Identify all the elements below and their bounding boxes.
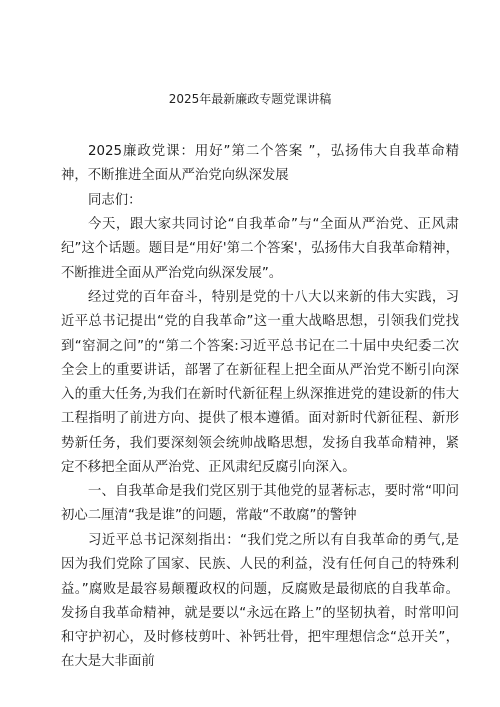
- lecture-subtitle: 2025廉政党课：用好”第二个答案 ”，弘扬伟大自我革命精神，不断推进全面从严治党向纵深发展: [61, 144, 459, 184]
- paragraph-intro: 今天，跟大家共同讨论“自我革命”与“全面从严治党、正风肃纪”这个话题。题目是“用好'第二个答案'，弘扬伟大自我革命精神，不断推进全面从严治党向纵深发展”。: [61, 217, 459, 281]
- salutation: 同志们：: [88, 193, 142, 208]
- paragraph-section-1: 习近平总书记深刻指出：“我们党之所以有自我革命的勇气,是因为我们党除了国家、民族、人民的利益，没有任何自己的特殊利益。”腐败是最容易颠覆政权的问题，反腐败是最彻底的自我革命。发扬自我革命精神，就是要以“永远在路上”的坚韧执着，时常叩问和守护初心，及时修枝剪叶、补钙壮骨，把牢理想信念“总开关”，在大是大非面前: [61, 533, 459, 670]
- section-heading-1: 一、自我革命是我们党区别于其他党的显著标志，要时常“叩问初心二厘清“我是谁”的问题，常敲“不敢腐”的警钟: [61, 484, 459, 524]
- paragraph-background: 经过党的百年奋斗，特别是党的十八大以来新的伟大实践，习近平总书记提出“党的自我革命”这一重大战略思想，引领我们党找到“窑洞之问”的“第二个答案:习近平总书记在二十届中央纪委二次全会上的重要讲话，部署了在新征程上把全面从严治党不断引向深入的重大任务,为我们在新时代新征程上纵深推进党的建设新的伟大工程指明了前进方向、提供了根本遵循。面对新时代新征程、新形势新任务，我们要深刻领会统帅战略思想，发扬自我革命精神，紧定不移把全面从严治党、正风肃纪反腐引向深入。: [61, 290, 459, 476]
- document-title: 2025年最新廉政专题党课讲稿: [168, 92, 332, 106]
